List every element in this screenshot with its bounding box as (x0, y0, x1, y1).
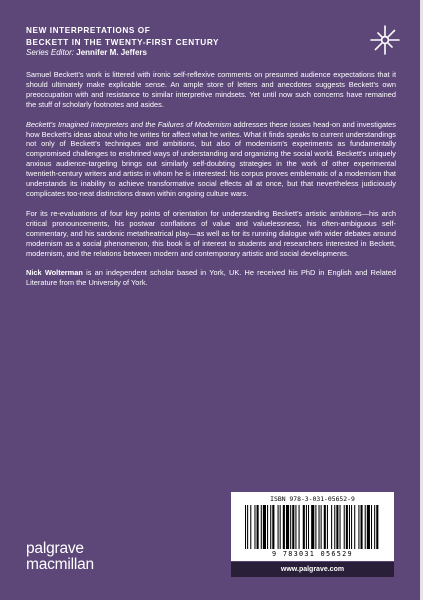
barcode-bar (303, 505, 305, 549)
barcode-bar (349, 505, 350, 549)
blurb-paragraph-3: For its re-evaluations of four key points of orientation for understanding Beckett’s artistic ambitions—his arch critical pronouncements, his postwar conflations of value and valuelessness, his often-ambiguous self-commentary, and his sardonic metatheatrical play—as well as for its running dialogue with wider debates around modernism as a social phenomenon, this book is of interest to students and researchers interested in Beckett, modernism, and the relations between modern and contemporary artistic and social developments. (26, 208, 396, 258)
barcode-number: 9 783031 056529 (272, 550, 353, 558)
barcode-bar (257, 505, 259, 549)
barcode-bar (361, 505, 363, 549)
publisher-logo (26, 541, 94, 572)
barcode-bar (245, 505, 246, 549)
series-editor (26, 48, 147, 58)
barcode-bar (334, 505, 335, 549)
barcode-bar (367, 505, 370, 549)
blurb-paragraph-2-text: addresses these issues head-on and investigates how Beckett’s ideas about who he writes for affect what he writes. What it finds speaks to current understandings not only of Beckett’s techniques and ambitions, but also of modernism’s experiments as fundamentally compromised challenges to enshrined ways of understanding and organizing the social world. Beckett’s uniquely anxious audience-targeting brings out similarly self-doubting strategies in the work of other experimental twentieth-century writers and artists in whom he is interested: his corpus proves emblematic of a modernism that understands its inability to achieve transformative social effects all at once, but that nevertheless judiciously complicates too-neat distinctions drawn within ongoing culture wars. (26, 119, 396, 198)
barcode-bar (311, 505, 314, 549)
barcode-bar (371, 505, 372, 549)
blurb (26, 70, 396, 298)
barcode-bar (365, 505, 366, 549)
series-editor-name: Jennifer M. Jeffers (76, 48, 147, 57)
series-editor-label: Series Editor: (26, 48, 75, 57)
barcode-bar (358, 505, 359, 549)
barcode-bar (250, 505, 251, 549)
barcode-bar (280, 505, 281, 549)
series-title-line-1: NEW INTERPRETATIONS OF (26, 26, 151, 35)
barcode-bar (299, 505, 300, 549)
publisher-line-1: palgrave (26, 540, 84, 557)
publisher-line-2: macmillan (26, 555, 94, 573)
barcode-bar (270, 505, 271, 549)
barcode-bars (245, 505, 380, 549)
barcode-bar (278, 505, 279, 549)
barcode-box (231, 492, 394, 561)
barcode-bar (247, 505, 248, 549)
barcode-bar (254, 505, 255, 549)
barcode-bar (290, 505, 291, 549)
barcode-bar (261, 505, 262, 549)
springer-star-icon (369, 24, 401, 56)
author-bio (26, 268, 396, 288)
barcode-bar (306, 505, 307, 549)
blurb-paragraph-2 (26, 120, 396, 199)
barcode-bar (315, 505, 316, 549)
author-name: Nick Wolterman (26, 268, 83, 278)
barcode-bar (346, 505, 348, 549)
barcode-bar (354, 505, 355, 549)
barcode-bar (308, 505, 309, 549)
barcode-bar (374, 505, 375, 549)
blurb-paragraph-1: Samuel Beckett’s work is littered with ironic self-reflexive comments on presumed audience expectations that it should ultimately make explicable sense. An ample store of letters and anecdotes suggests Beckett’s own preoccupation with and resistance to similar interpretive mindsets. Yet until now such concerns have remained the stuff of scholarly footnotes and asides. (26, 70, 396, 109)
barcode-bar (286, 505, 289, 549)
barcode-bar (295, 505, 296, 549)
author-bio-text: is an independent scholar based in York, UK. He received his PhD in English and Related Literature from the University of York. (26, 268, 397, 288)
book-title: Beckett’s Imagined Interpreters and the Failures of Modernism (26, 119, 232, 129)
barcode-bar (331, 505, 332, 549)
barcode-bar (324, 505, 326, 549)
barcode-bar (321, 505, 322, 549)
series-title-line-2: BECKETT IN THE TWENTY-FIRST CENTURY (26, 37, 220, 47)
barcode-bar (376, 505, 378, 549)
barcode-bar (283, 505, 285, 549)
barcode-bar (351, 505, 352, 549)
series-title (26, 25, 219, 48)
barcode-bar (336, 505, 338, 549)
barcode-bar (327, 505, 328, 549)
barcode-bar (340, 505, 341, 549)
barcode-bar (263, 505, 266, 549)
barcode-bar (267, 505, 268, 549)
barcode-bar (272, 505, 274, 549)
barcode-bar (319, 505, 320, 549)
barcode-bar (344, 505, 345, 549)
isbn: ISBN 978-3-031-05652-9 (270, 495, 355, 503)
barcode-bar (292, 505, 294, 549)
website-bar: www.palgrave.com (231, 562, 394, 577)
